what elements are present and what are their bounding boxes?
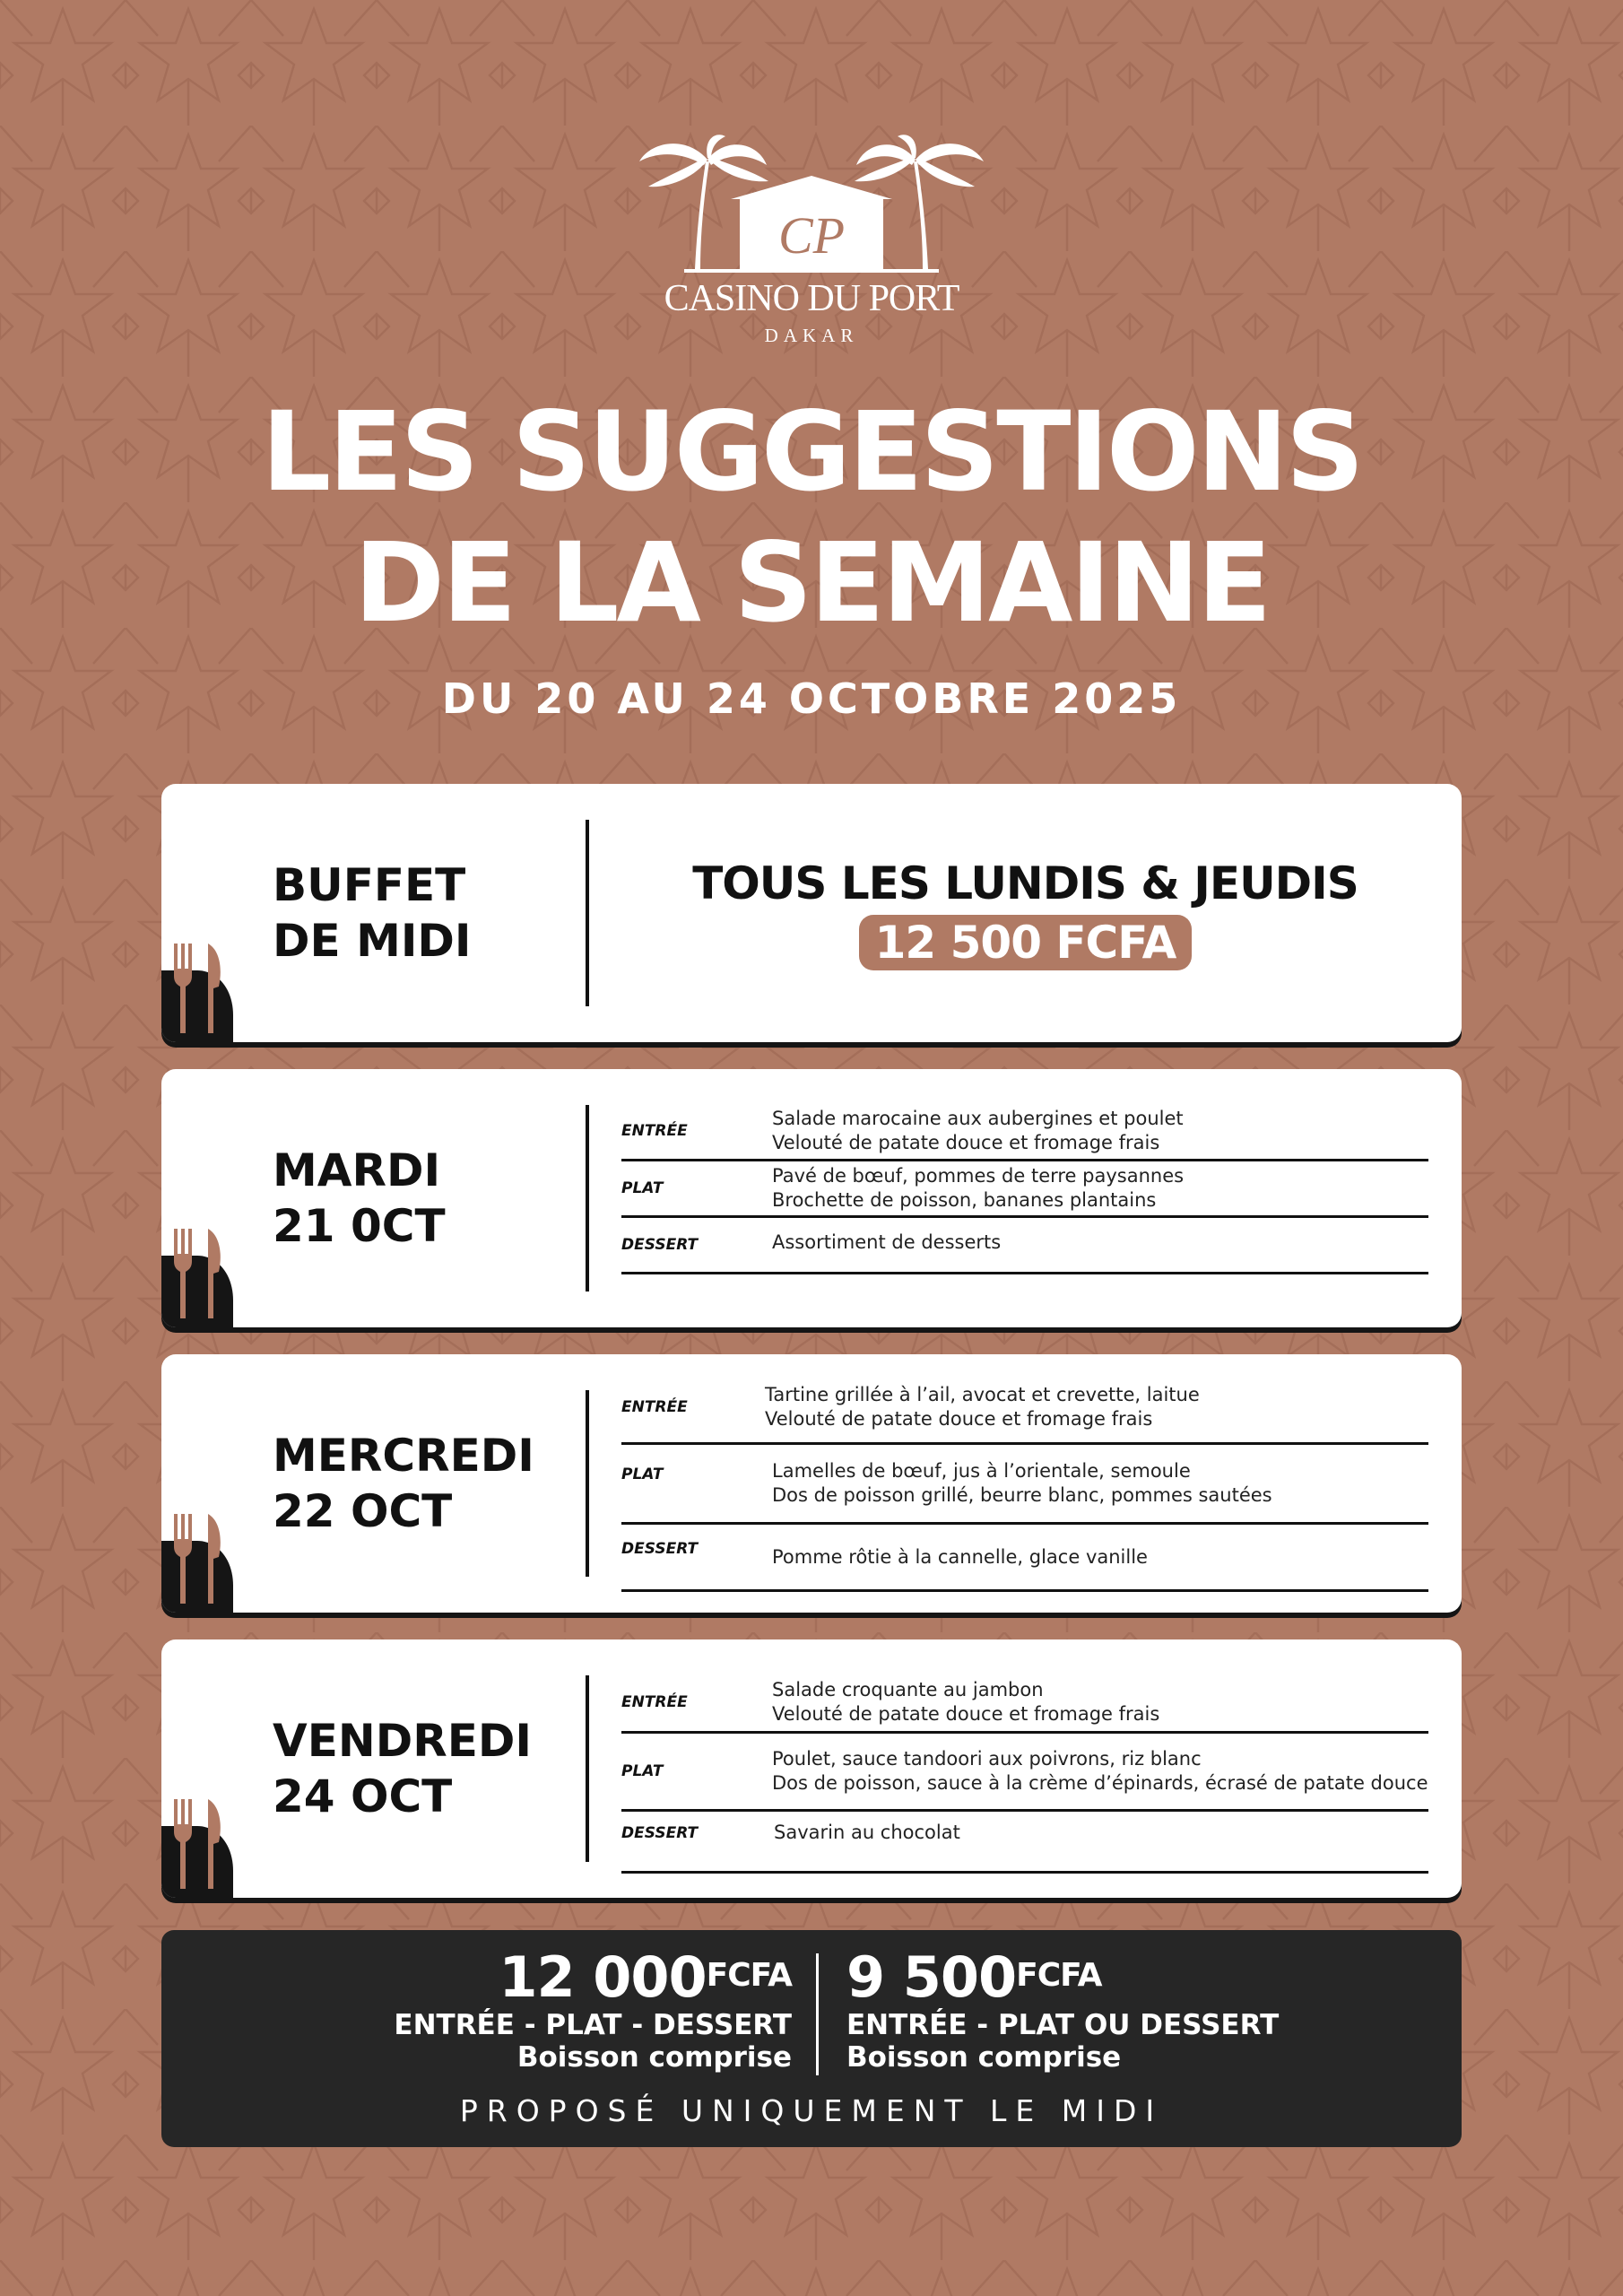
footer-divider — [816, 1953, 819, 2075]
price-value: 9 500 — [846, 1944, 1017, 2010]
course-label: DESSERT — [621, 1236, 699, 1254]
buffet-title — [273, 784, 472, 1042]
course-row-entree — [621, 1674, 1428, 1734]
buffet-price-badge: 12 500 FCFA — [859, 915, 1193, 970]
course-dishes — [772, 1674, 1159, 1731]
dish: Velouté de patate douce et fromage frais — [772, 1132, 1160, 1153]
buffet-schedule: TOUS LES LUNDIS & JEUDIS — [692, 857, 1358, 909]
dish: Lamelles de bœuf, jus à l’orientale, semoule — [772, 1460, 1191, 1482]
course-dishes — [772, 1103, 1184, 1159]
course-label: PLAT — [621, 1762, 664, 1780]
page-title-line1: LES SUGGESTIONS — [261, 388, 1362, 516]
dish: Velouté de patate douce et fromage frais — [772, 1703, 1160, 1725]
day-date: 21 0CT — [273, 1200, 446, 1252]
brand-city: DAKAR — [764, 325, 859, 346]
day-card-friday — [161, 1639, 1462, 1898]
card-divider — [586, 1675, 589, 1862]
cutlery-icon — [161, 1514, 242, 1613]
dish: Tartine grillée à l’ail, avocat et crevette, laitue — [765, 1384, 1200, 1405]
pricing-footer — [161, 1930, 1462, 2147]
course-row-entree — [621, 1103, 1428, 1161]
buffet-title-line1: BUFFET — [273, 859, 466, 911]
price-drink: Boisson comprise — [516, 2041, 792, 2074]
day-title — [273, 1639, 532, 1898]
dish: Assortiment de desserts — [772, 1231, 1002, 1253]
price-currency: FCFA — [1016, 1957, 1102, 1994]
price-full-menu — [394, 1946, 792, 2074]
course-list — [621, 1674, 1428, 1874]
price-amount — [394, 1946, 792, 2009]
price-courses: ENTRÉE - PLAT - DESSERT — [394, 2009, 792, 2041]
course-list — [621, 1103, 1428, 1274]
course-label: DESSERT — [621, 1823, 699, 1842]
card-divider — [586, 1390, 589, 1577]
price-short-menu — [846, 1946, 1279, 2074]
card-divider — [586, 1105, 589, 1292]
cutlery-icon — [161, 1799, 242, 1898]
buffet-card — [161, 784, 1462, 1042]
day-card-wednesday — [161, 1354, 1462, 1613]
course-row-dessert — [621, 1218, 1428, 1274]
dish: Salade marocaine aux aubergines et poulet — [772, 1108, 1184, 1129]
dish: Poulet, sauce tandoori aux poivrons, riz blanc — [772, 1748, 1202, 1770]
cutlery-icon — [161, 1229, 242, 1327]
dish: Salade croquante au jambon — [772, 1679, 1044, 1700]
day-date: 24 OCT — [273, 1770, 453, 1822]
brand-name: CASINO DU PORT — [664, 278, 959, 319]
course-dishes — [774, 1812, 960, 1853]
price-amount — [846, 1946, 1279, 2009]
lunch-only-note: PROPOSÉ UNIQUEMENT LE MIDI — [459, 2093, 1164, 2128]
price-value: 12 000 — [499, 1944, 707, 2010]
dish: Dos de poisson grillé, beurre blanc, pommes sautées — [772, 1484, 1272, 1506]
dish: Velouté de patate douce et fromage frais — [765, 1408, 1153, 1430]
buffet-details — [589, 784, 1462, 1042]
course-row-dessert — [621, 1525, 1428, 1592]
logo-monogram: CP — [777, 206, 846, 265]
day-title — [273, 1069, 446, 1327]
course-row-plat — [621, 1161, 1428, 1218]
course-dishes — [772, 1218, 1001, 1272]
course-row-plat — [621, 1734, 1428, 1812]
palm-tree-icon — [632, 135, 991, 278]
date-range: DU 20 AU 24 OCTOBRE 2025 — [441, 674, 1182, 723]
day-date: 22 OCT — [273, 1485, 453, 1537]
day-name: MARDI — [273, 1144, 441, 1196]
course-label: ENTRÉE — [621, 1122, 688, 1140]
course-dishes — [772, 1161, 1184, 1215]
course-dishes — [765, 1372, 1200, 1442]
price-courses: ENTRÉE - PLAT OU DESSERT — [846, 2009, 1280, 2041]
dish: Pomme rôtie à la cannelle, glace vanille — [772, 1545, 1148, 1568]
dish: Savarin au chocolat — [774, 1821, 960, 1843]
course-row-entree — [621, 1372, 1428, 1445]
day-card-tuesday — [161, 1069, 1462, 1327]
course-dishes — [772, 1525, 1148, 1589]
day-title — [273, 1354, 534, 1613]
dish: Pavé de bœuf, pommes de terre paysannes — [772, 1165, 1185, 1187]
page-title-line2: DE LA SEMAINE — [353, 519, 1270, 647]
course-label: ENTRÉE — [621, 1693, 688, 1711]
day-name: MERCREDI — [273, 1430, 534, 1482]
course-label: PLAT — [621, 1179, 664, 1197]
course-dishes — [772, 1734, 1428, 1809]
course-dishes — [772, 1445, 1272, 1522]
price-currency: FCFA — [706, 1957, 792, 1994]
buffet-title-line2: DE MIDI — [273, 915, 472, 967]
course-row-dessert — [621, 1812, 1428, 1874]
day-name: VENDREDI — [273, 1715, 532, 1767]
brand-logo — [632, 135, 991, 368]
course-label: DESSERT — [621, 1540, 699, 1559]
course-row-plat — [621, 1445, 1428, 1525]
course-list — [621, 1372, 1428, 1592]
dish: Brochette de poisson, bananes plantains — [772, 1189, 1157, 1211]
course-label: PLAT — [621, 1465, 664, 1483]
price-drink: Boisson comprise — [846, 2041, 1122, 2074]
course-label: ENTRÉE — [621, 1398, 688, 1416]
dish: Dos de poisson, sauce à la crème d’épinards, écrasé de patate douce — [772, 1772, 1428, 1794]
cutlery-icon — [161, 944, 242, 1042]
